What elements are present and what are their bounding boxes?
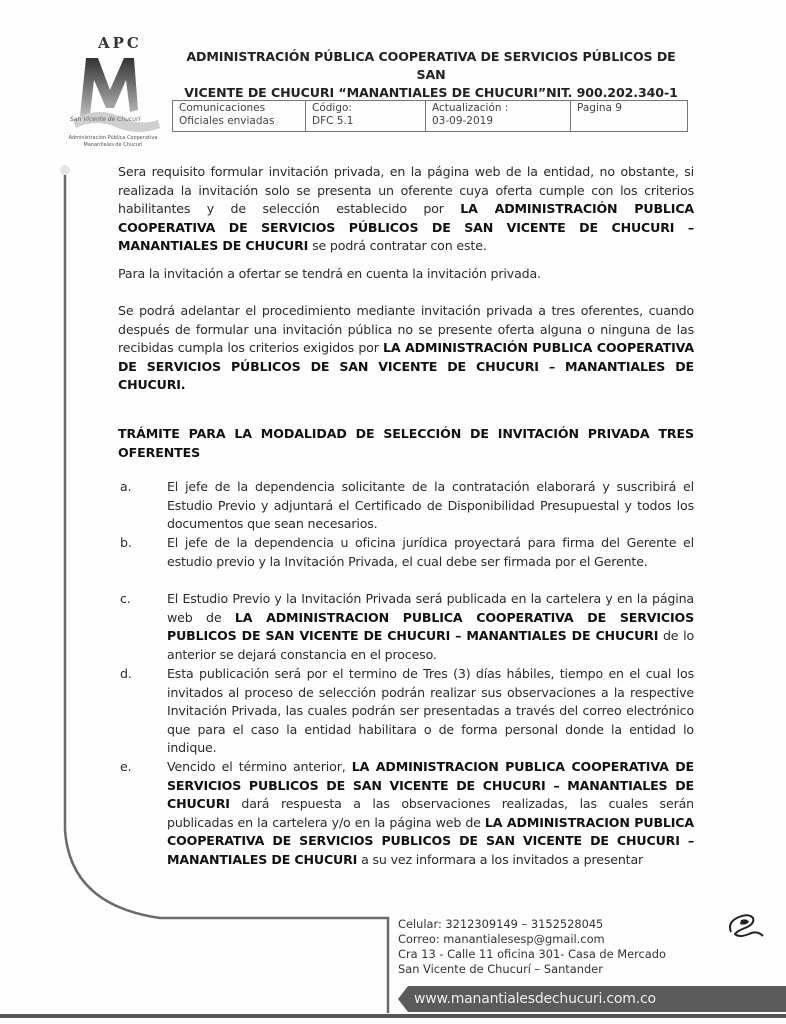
border-endpoint-dot bbox=[60, 165, 70, 175]
list-item-d bbox=[118, 665, 694, 758]
item-text: El Estudio Previo y la Invitación Privada será publicada en la cartelera y en la página web de bbox=[167, 591, 694, 625]
table-cell-page bbox=[571, 101, 688, 132]
paragraph-1 bbox=[118, 163, 694, 256]
paragraph-3 bbox=[118, 302, 694, 395]
table-cell-type bbox=[173, 101, 306, 132]
footer-email: Correo: manantialesesp@gmail.com bbox=[398, 932, 605, 946]
item-text: Vencido el término anterior, bbox=[167, 759, 352, 774]
p3-text: Se podrá adelantar el procedimiento mediante invitación privada a tres oferentes, cuando después de formular una invitación pública no se presente oferta alguna o ninguna de las recibidas cumpla los criterios exigidos por bbox=[118, 303, 694, 356]
footer-address: Cra 13 - Calle 11 oficina 301- Casa de Mercado bbox=[398, 947, 666, 961]
paragraph-2: Para la invitación a ofertar se tendrá en cuenta la invitación privada. bbox=[118, 266, 541, 281]
footer-city: San Vicente de Chucurí – Santander bbox=[398, 962, 603, 976]
signature-initials-icon bbox=[725, 912, 767, 940]
list-item-text bbox=[167, 478, 694, 534]
update-label: Actualización : bbox=[432, 102, 509, 114]
list-item-text bbox=[167, 534, 694, 571]
header-title-line-1: ADMINISTRACIÓN PÚBLICA COOPERATIVA DE SERVICIOS PÚBLICOS DE SAN bbox=[186, 49, 676, 82]
table-cell-code bbox=[306, 101, 426, 132]
p1-text: Sera requisito formular invitación privada, en la página web de la entidad, no obstante, si realizada la invitación solo se presenta un oferente cuya oferta cumple con los criterios habilitantes y de selección establecido por bbox=[118, 164, 694, 217]
list-item-b bbox=[118, 534, 694, 571]
list-item-text bbox=[167, 665, 694, 758]
item-text-mid: dará respuesta a las observaciones realizadas, las cuales serán publicadas en la cartelera y/o en la página web de bbox=[167, 796, 694, 830]
item-text: El jefe de la dependencia u oficina jurídica proyectará para firma del Gerente el estudio previo y la Invitación Privada, el cual debe ser firmada por el Gerente. bbox=[167, 535, 694, 569]
logo-caption: Administración Pública Cooperativa Manantiales de Chucurí bbox=[68, 135, 158, 148]
list-item-e bbox=[118, 758, 694, 870]
section-heading: TRÁMITE PARA LA MODALIDAD DE SELECCIÓN DE INVITACIÓN PRIVADA TRES OFERENTES bbox=[118, 426, 694, 460]
code-value: DFC 5.1 bbox=[312, 115, 354, 127]
logo-ribbon-text: San Vicente de Chucurí bbox=[70, 116, 141, 123]
list-marker: b. bbox=[120, 535, 132, 550]
list-marker: d. bbox=[120, 666, 132, 681]
item-entity-name: LA ADMINISTRACION PUBLICA COOPERATIVA DE SERVICIOS PUBLICOS DE SAN VICENTE DE CHUCURI – MANANTIALES DE CHUCURI bbox=[167, 759, 694, 812]
type-label: Comunicaciones bbox=[179, 102, 266, 114]
list-item-c bbox=[118, 590, 694, 664]
item-text: El jefe de la dependencia solicitante de la contratación elaborará y suscribirá el Estudio Previo y adjuntará el Certificado de Disponibilidad Presupuestal y todos los documentos que sean necesarios. bbox=[167, 479, 694, 532]
item-text-end: a su vez informara a los invitados a presentar bbox=[357, 851, 644, 867]
logo-letters: APC bbox=[98, 34, 142, 52]
website-link[interactable]: www.manantialesdechucuri.com.co bbox=[414, 991, 656, 1007]
list-marker: e. bbox=[120, 759, 132, 774]
update-value: 03-09-2019 bbox=[432, 115, 494, 127]
bottom-rule bbox=[0, 1014, 786, 1018]
type-value: Oficiales enviadas bbox=[179, 115, 275, 127]
company-logo bbox=[58, 34, 168, 154]
list-item-a bbox=[118, 478, 694, 534]
list-marker: a. bbox=[120, 479, 132, 494]
document-header-title bbox=[172, 48, 690, 102]
code-label: Código: bbox=[312, 102, 352, 114]
item-entity-name: LA ADMINISTRACION PUBLICA COOPERATIVA DE SERVICIOS PUBLICOS DE SAN VICENTE DE CHUCURI – MANANTIALES DE CHUCURI bbox=[167, 609, 694, 644]
table-cell-update bbox=[426, 101, 571, 132]
item-entity-name-2: LA ADMINISTRACION PUBLICA COOPERATIVA DE SERVICIOS PUBLICOS DE SAN VICENTE DE CHUCURI – MANANTIALES DE CHUCURI bbox=[167, 814, 694, 867]
list-item-text bbox=[167, 758, 694, 870]
p3-entity-name: LA ADMINISTRACIÓN PUBLICA COOPERATIVA DE SERVICIOS PÚBLICOS DE SAN VICENTE DE CHUCURI – MANANTIALES DE CHUCURI. bbox=[118, 340, 694, 393]
p1-entity-name: LA ADMINISTRACIÓN PUBLICA COOPERATIVA DE SERVICIOS PÚBLICOS DE SAN VICENTE DE CHUCURI – MANANTIALES DE CHUCURI bbox=[118, 201, 695, 254]
header-title-line-2: VICENTE DE CHUCURI “MANANTIALES DE CHUCURI”NIT. 900.202.340-1 bbox=[184, 85, 678, 100]
p1-text-end: se podrá contratar con este. bbox=[308, 238, 487, 254]
list-item-text bbox=[167, 590, 694, 664]
document-info-table bbox=[172, 100, 688, 132]
page-number: Pagina 9 bbox=[577, 102, 622, 114]
list-marker: c. bbox=[120, 591, 131, 606]
footer-phone: Celular: 3212309149 – 3152528045 bbox=[398, 917, 604, 931]
item-text: Esta publicación será por el termino de Tres (3) días hábiles, tiempo en el cual los invitados al proceso de selección podrán realizar sus observaciones a la respective Invitación Privada, las cuales podrán ser presentadas a través del correo electrónico que para el caso la entidad habilitara o de forma personal donde la entidad lo indique. bbox=[167, 666, 694, 756]
item-text-end: de lo anterior se dejará constancia en el proceso. bbox=[167, 628, 694, 662]
